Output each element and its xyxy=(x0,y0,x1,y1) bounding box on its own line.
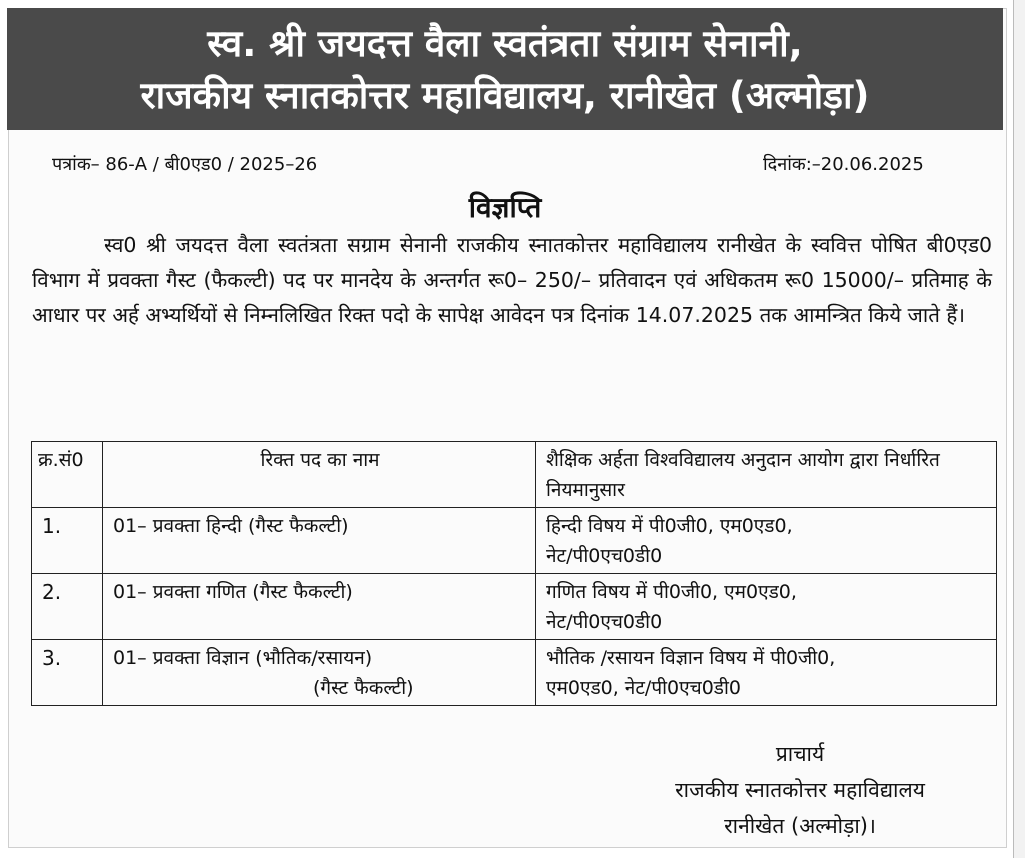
qualification xyxy=(536,574,997,640)
serial-number: 2. xyxy=(32,574,103,640)
reference-number: पत्रांक– 86-A / बी0एड0 / 2025–26 xyxy=(52,154,318,175)
table-row xyxy=(32,508,997,574)
notice-title: विज्ञप्ति xyxy=(468,191,542,224)
header-qualification: शैक्षिक अर्हता विश्वविद्यालय अनुदान आयोग द्वारा निर्धारित नियमानुसार xyxy=(536,442,997,508)
header-post: रिक्त पद का नाम xyxy=(103,442,536,508)
adjacent-column-edge xyxy=(1013,0,1025,858)
signatory-institution: राजकीय स्नातकोत्तर महाविद्यालय xyxy=(675,778,925,802)
header-serial: क्र.सं0 xyxy=(32,442,103,508)
vacancy-table xyxy=(31,441,997,706)
post-name-line: 01– प्रवक्ता गणित (गैस्ट फैकल्टी) xyxy=(113,581,353,603)
college-header xyxy=(7,8,1003,130)
post-name-line-2: (गैस्ट फैकल्टी) xyxy=(313,677,414,699)
notice-body: स्व0 श्री जयदत्त वैला स्वतंत्रता सग्राम सेनानी राजकीय स्नातकोत्तर महाविद्यालय रानीखेत के स्ववित्त पोषित बी0एड0 विभाग में प्रवक्ता गैस्ट (फैकल्टी) पद पर मानदेय के अन्तर्गत रू0– 250/– प्रतिवादन एवं अधिकतम रू0 15000/– प्रतिमाह के आधार पर अर्ह अभ्यर्थियों से निम्नलिखित रिक्त पदो के सापेक्ष आवेदन पत्र दिनांक 14.07.2025 तक आमन्त्रित किये जाते हैं। xyxy=(32,233,992,327)
post-name-line: 01– प्रवक्ता हिन्दी (गैस्ट फैकल्टी) xyxy=(113,515,349,537)
table-row xyxy=(32,574,997,640)
qualification xyxy=(536,508,997,574)
qualification-line-2: एम0एड0, नेट/पी0एच0डी0 xyxy=(546,677,741,699)
notice-date: दिनांक:–20.06.2025 xyxy=(763,154,924,175)
post-name-line: 01– प्रवक्ता विज्ञान (भौतिक/रसायन) xyxy=(113,647,373,669)
table-row xyxy=(32,640,997,706)
post-name xyxy=(103,574,536,640)
qualification-line-2: नेट/पी0एच0डी0 xyxy=(546,545,663,567)
notice-panel xyxy=(8,8,1007,848)
post-name xyxy=(103,640,536,706)
qualification-line-1: हिन्दी विषय में पी0जी0, एम0एड0, xyxy=(546,515,793,537)
qualification-line-2: नेट/पी0एच0डी0 xyxy=(546,611,663,633)
signatory-title: प्राचार्य xyxy=(775,742,825,766)
table-header-row xyxy=(32,442,997,508)
serial-number: 3. xyxy=(32,640,103,706)
serial-number: 1. xyxy=(32,508,103,574)
qualification-line-1: गणित विषय में पी0जी0, एम0एड0, xyxy=(546,581,797,603)
header-line-1: स्व. श्री जयदत्त वैला स्वतंत्रता संग्राम सेनानी, xyxy=(207,22,803,65)
signatory-location: रानीखेत (अल्मोड़ा)। xyxy=(724,814,876,838)
header-line-2: राजकीय स्नातकोत्तर महाविद्यालय, रानीखेत (अल्मोड़ा) xyxy=(140,74,870,117)
post-name xyxy=(103,508,536,574)
signature-block xyxy=(600,736,1000,844)
qualification xyxy=(536,640,997,706)
qualification-line-1: भौतिक /रसायन विज्ञान विषय में पी0जी0, xyxy=(546,647,836,669)
